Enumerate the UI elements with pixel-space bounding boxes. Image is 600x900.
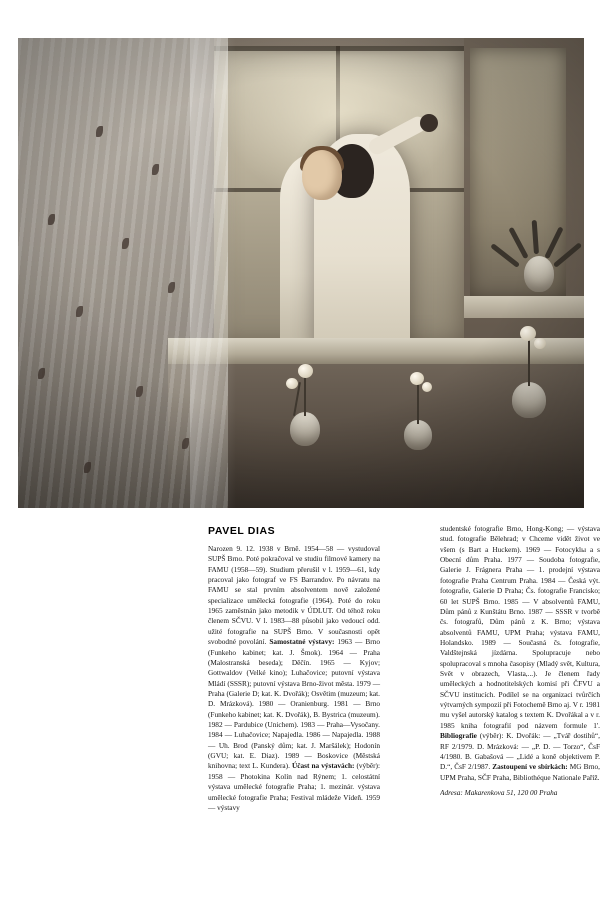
solo-exhibitions-text: 1963 — Brno (Funkeho kabinet; kat. J. Šmok). 1964 — Praha (Malostranská beseda); Děčín. 1965 — Kyjov; Gottwaldov (Velké kino); Luhačovice; putovní výstava Mládí (SSSR); putovní výstava Brno-život města. 1979 — Praha (Galerie D; kat. K. Dvořák); Osvětim (muzeum; kat. D. Mrázková). 1980 — Oranienburg. 1981 — Brno (Funkeho kabinet; kat. K. Dvořák), B. Bystrica (muzeum). 1982 — Pardubice (Unichem). 1983 — Praha—Vysočany. 1984 — Luhačovice; Napajedla. 1986 — Napajedla. 1988 — Uh. Brod (Panský dům; kat. J. Maršálek); Hodonín (GVU; kat. E. Diaz). 1989 — Boskovice (Městská knihovna; text L. Kunderа).: [208, 637, 380, 771]
vase: [290, 412, 320, 446]
bloom: [286, 378, 298, 389]
bibliography-label: Bibliografie: [440, 731, 477, 741]
plant-leaf: [508, 227, 528, 259]
photo-scene: [18, 38, 584, 508]
bloom: [422, 382, 432, 392]
vase: [512, 382, 546, 418]
photograph: [18, 38, 584, 508]
artist-name: PAVEL DIAS: [208, 525, 276, 537]
bloom: [534, 338, 546, 349]
curtain-edge: [190, 38, 236, 508]
bloom: [520, 326, 536, 341]
plant-pot: [524, 256, 554, 292]
group-exhibitions-continued: studentské fotografie Brno, Hong-Kong; — výstava stud. fotografie Bělehrad; v Chceme vidět život ve všem (s Bart a Huckem). 1969 — Fotocyklы a s Obecní dům Praha. 1977 — Soudoba fotografie, Galerie J. Frágnera Praha — 1. prodejní výstava fotografie Praha Centrum Praha. 1984 — Česká výt. fotografie, Galerie D Praha; Čs. fotografie Francisko; 60 let SUPŠ Brno. 1985 — V absolventů FAMU, Dům pánů z Kunštátu Brno. 1987 — SSSR v tvorbě čs. fotografů, Dům pánů z K. Brno; výstava absolventů FAMU, UPM Praha; výstava FAMU, Holandsko. 1989 — Současná čs. fotografie, Valdštejnská jízdárna. Spolupracuje nebo spolupracoval s mnoha časopisy (Mladý svět, Kultura, Svět v obrazech, Vlasta,...). Je členem řady uměleckých a hodnotitelských komisí při ČFVU a SČVU institucích. Podílel se na organizaci tvůrčích výtvarných sympozií při Fotochemě Brno aj. V r. 1981 mu vyšel autorský katalog s textem K. Dvořákal a v r. 1985 kniha fotografií pod názvem formule 1'.: [440, 524, 600, 730]
collections-label: Zastoupení ve sbírkách:: [492, 762, 568, 772]
plant-leaf: [544, 226, 563, 259]
vase: [404, 420, 432, 450]
head-woman: [302, 150, 342, 200]
stem: [304, 374, 306, 416]
raised-hand: [420, 114, 438, 132]
biography-text: Narozen 9. 12. 1938 v Brně. 1954—58 — vystudoval SUPŠ Brno. Poté pokračoval ve studiu filmové kamery na FAMU (1958—59). Studium přerušil v l. 1959—61, kdy pracoval jako fotograf ve FS Barrandov. Po návratu na FAMU se stal prvním absolventem nově založené specializace umělecká fotografie (1964). Poté do roku 1965 zaměstnán jako metodik v ÚDLUT. Od téhož roku členem SČVU. V l. 1983—88 působil jako vedoucí odd. užité fotografie na SUPŠ Brno. V současnosti opět svobodné povolání.: [208, 543, 380, 647]
stem: [417, 382, 419, 424]
biography-paragraph: [208, 544, 380, 813]
bloom: [410, 372, 424, 385]
text-column-left: [208, 524, 380, 813]
potted-plant: [504, 216, 574, 306]
text-column-right: [440, 524, 600, 798]
collections-text: MG Brno, UPM Praha, SČF Praha, Bibliothéque Nationale Paříž.: [440, 762, 600, 782]
bibliography-text: (výběr): K. Dvořák: — „Tvář dostihů“, RF 2/1979. D. Mrázková: — „P. D. — Torzo“, ČsF 4/1980. B. Gabašová — „Lidé a koně objektivem P. D.“, ČsF 2/1987.: [440, 731, 600, 772]
stem: [528, 338, 530, 386]
group-exhibitions-label: Účast na výstavách:: [291, 761, 355, 771]
plant-leaf: [532, 220, 539, 254]
group-exhibitions-text: (výběr): 1958 — Photokina Kolín nad Rýnem; 1. celostátní výstava umělecké fotografie Praha; 1. mezinár. výstava umělecké fotografie Praha; Festival mládeže Vídeň. 1959 — výstavy: [208, 761, 380, 812]
address-line: Adresa: Makarenkova 51, 120 00 Praha: [440, 787, 558, 797]
entry-text: [0, 512, 600, 900]
continuation-paragraph: [440, 524, 600, 783]
bloom: [298, 364, 313, 378]
solo-exhibitions-label: Samostatné výstavy:: [269, 637, 335, 647]
